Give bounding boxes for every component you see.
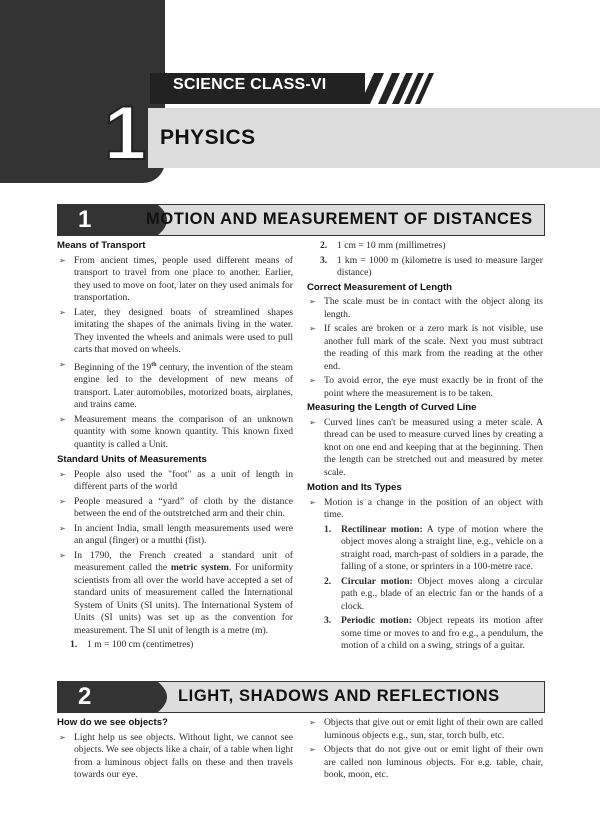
numbered-item: 2. 1 cm = 10 mm (millimetres) <box>320 240 446 251</box>
list-item: ➢ Beginning of the 19th century, the invention of the steam engine led to the development of new means of transport. Later automobiles, motorized boats, airplanes, and trains came. <box>57 359 293 412</box>
section-2-right-column <box>307 717 543 784</box>
subject-title: PHYSICS <box>160 126 256 149</box>
list-item: ➢ Objects that do not give out or emit light of their own are called non luminous objects. For e.g. table, chair, book, moon, etc. <box>307 744 543 782</box>
motion-type-item: 3. Periodic motion: Object repeats its motion after some time or moves to and fro e.g., a pendulum, the motion of a child on a swing, strings of a guitar. <box>324 615 543 651</box>
list-item: ➢ People also used the "foot" as a unit of length in different parts of the world <box>57 469 293 494</box>
numbered-item: 3. 1 km = 1000 m (kilometre is used to measure larger distance) <box>320 254 543 278</box>
section-1-left-column <box>57 240 293 654</box>
section-number: 2 <box>78 683 92 710</box>
list-item: ➢ From ancient times, people used different means of transport to travel from one place to another. Earlier, they used to move on foot, later on they used animals for transportation. <box>57 255 293 305</box>
motion-type-item: 2. Circular motion: Object moves along a circular path e.g., blade of an electric fan or the hands of a clock. <box>324 575 543 612</box>
section-2-left-column <box>57 717 293 784</box>
heading-standard-units: Standard Units of Measurements <box>57 454 207 466</box>
chapter-number: 1 <box>104 91 147 176</box>
list-item: ➢ Light help us see objects. Without light, we cannot see objects. We see objects like a chair, of a table when light from a luminous object falls on these and then travels towards our eye. <box>57 732 293 782</box>
list-item: ➢ In 1790, the French created a standard unit of measurement called the metric system. For uniformity scientists from all over the world have accepted a set of standard units of measurement called the International System of Units (SI units). The International System of Units (SI units) was set up as the convention for measurement. The SI unit of length is a metre (m). <box>57 550 293 638</box>
list-item: ➢ Later, they designed boats of streamlined shapes imitating the shapes of the animals living in the water. They invented the wheels and animals were used to pull carts that moved on wheels. <box>57 307 293 357</box>
list-item: ➢ Curved lines can't be measured using a meter scale. A thread can be used to measure curved lines by creating a knot on one end and keeping that at the beginning. Then the length can be stretched out and measured by meter scale. <box>307 417 543 480</box>
heading-motion-types: Motion and Its Types <box>307 482 402 493</box>
list-item: ➢ The scale must be in contact with the object along its length. <box>307 296 543 321</box>
numbered-item: 1. 1 m = 100 cm (centimetres) <box>70 639 194 651</box>
list-item: ➢ If scales are broken or a zero mark is not visible, use another full mark of the scale. Next you must subtract the reading of this mark from the reading at the other end. <box>307 323 543 373</box>
list-item: ➢ To avoid error, the eye must exactly be in front of the point where the measurement is to be taken. <box>307 375 543 400</box>
section-title: MOTION AND MEASUREMENT OF DISTANCES <box>146 210 533 228</box>
heading-how-we-see: How do we see objects? <box>57 717 168 728</box>
section-title: LIGHT, SHADOWS AND REFLECTIONS <box>178 687 500 705</box>
section-2-header <box>57 681 545 713</box>
section-1-right-column <box>307 240 543 655</box>
motion-type-item: 1. Rectilinear motion: A type of motion where the object moves along a straight line, e.g., vehicle on a straight road, march-past of soldiers in a parade, the falling of a stone, or sprinters in a 100-metre race. <box>324 523 543 572</box>
list-item: ➢ Objects that give out or emit light of their own are called luminous objects e.g., sun, star, torch bulb, etc. <box>307 717 543 742</box>
list-item: ➢ In ancient India, small length measurements used were an angul (finger) or a mutthi (fist). <box>57 523 293 548</box>
section-number: 1 <box>78 206 92 233</box>
banner-stripes <box>360 73 440 104</box>
heading-curved-line: Measuring the Length of Curved Line <box>307 402 477 413</box>
class-title: SCIENCE CLASS-VI <box>173 76 327 93</box>
list-item: ➢ Measurement means the comparison of an unknown quantity with some known quantity. This known fixed quantity is called a Unit. <box>57 414 293 452</box>
section-number-badge <box>58 682 178 712</box>
section-1-header <box>57 204 545 236</box>
list-item: ➢ People measured a “yard” of cloth by the distance between the end of the outstretched arm and their chin. <box>57 496 293 521</box>
heading-correct-measurement: Correct Measurement of Length <box>307 281 452 293</box>
heading-means-of-transport: Means of Transport <box>57 240 146 251</box>
list-item: ➢ Motion is a change in the position of an object with time. <box>307 497 543 522</box>
